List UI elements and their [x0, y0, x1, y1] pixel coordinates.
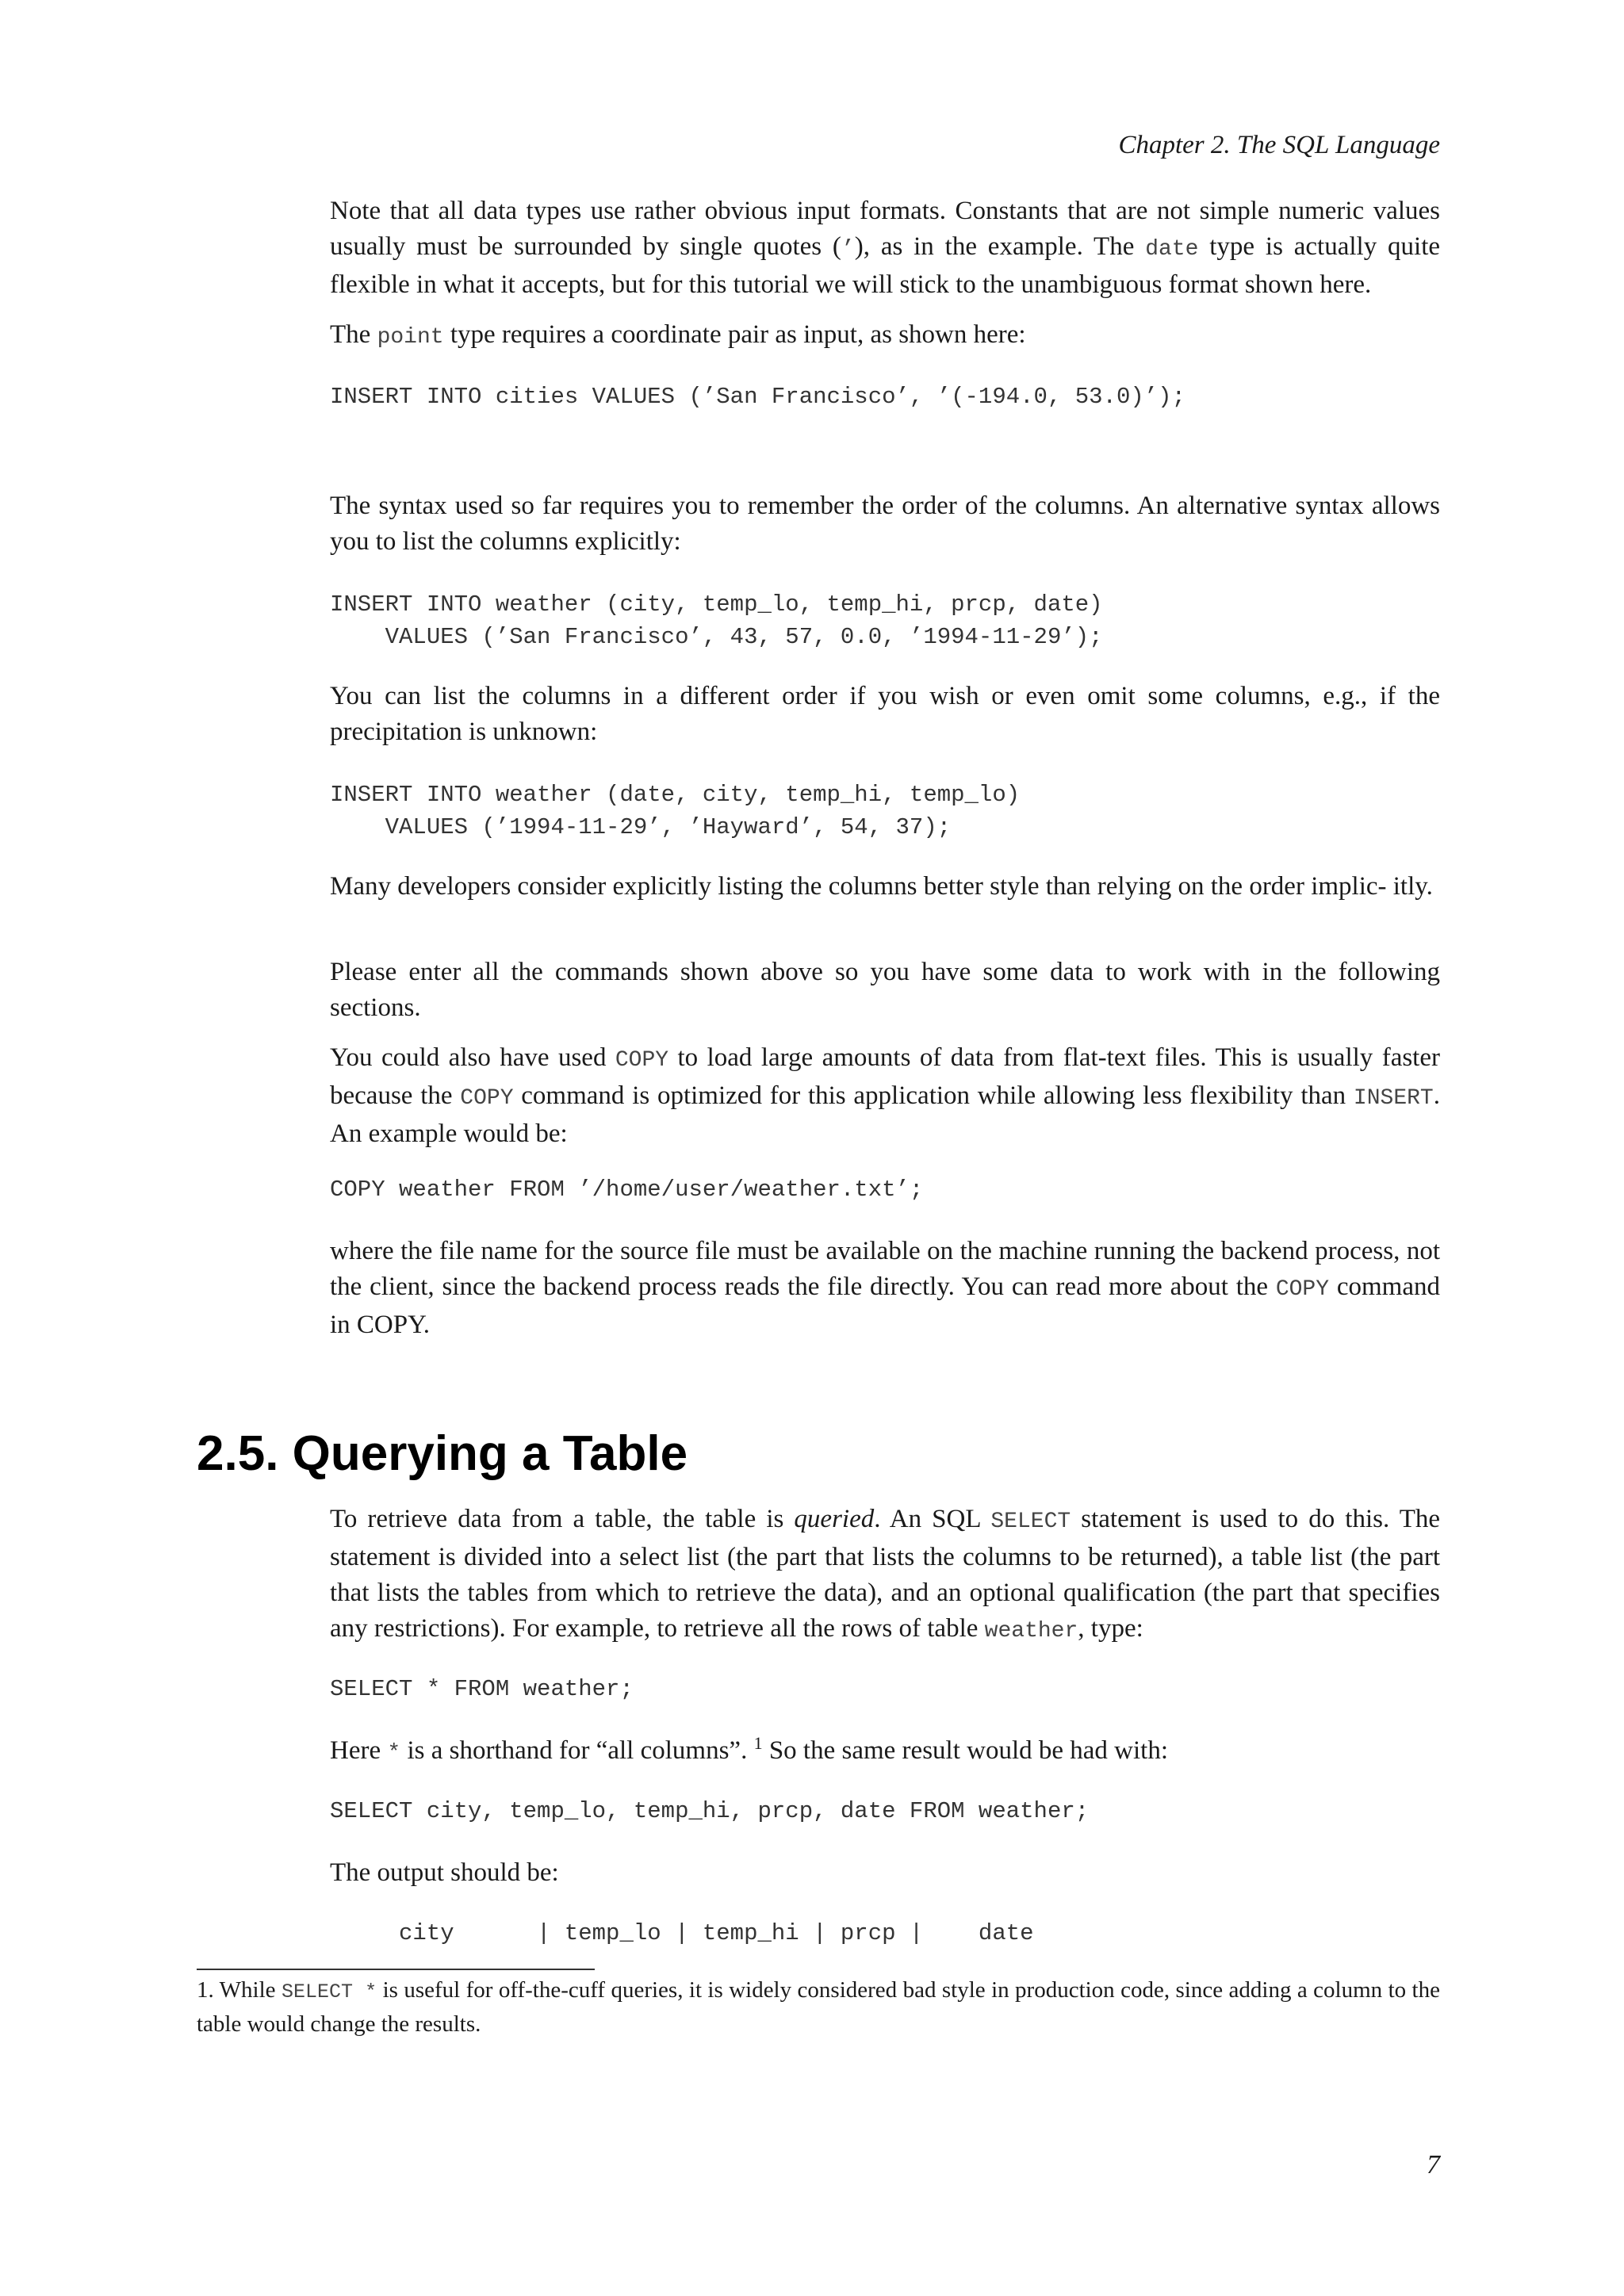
paragraph-syntax-order [330, 488, 1440, 560]
text: statement is used to do this. The statement is divided into a select list (the part that lists the columns to be returned), a table list (the part that lists the tables from which to retrieve the data), and an optional qualification (the part that specifies any restrictions). For example, to retrieve all the rows of table [330, 1505, 1440, 1643]
footnote-number: 1. [197, 1977, 214, 2003]
text: The [330, 320, 377, 349]
inline-code-date: date [1145, 237, 1199, 262]
text: . An example would be: [330, 1081, 1440, 1148]
text: Many developers consider explicitly listing the columns better style than relying on the order implic- itly. [330, 872, 1433, 901]
page-number: 7 [1427, 2150, 1440, 2179]
text: ), as in the example. The [854, 232, 1146, 261]
text: where the file name for the source file must be available on the machine running the backend process, not the client, since the backend process reads the file directly. You can read more about the [330, 1237, 1440, 1301]
text: You could also have used [330, 1043, 615, 1072]
text: The output should be: [330, 1858, 559, 1887]
text: command is optimized for this application while allowing less flexibility than [513, 1081, 1354, 1110]
text: You can list the columns in a different order if you wish or even omit some columns, e.g., if the precipitation is unknown: [330, 682, 1440, 746]
paragraph-enter-commands [330, 955, 1440, 1026]
text: The syntax used so far requires you to remember the order of the columns. An alternative syntax allows you to list the columns explicitly: [330, 492, 1440, 556]
inline-code-select: SELECT [990, 1510, 1071, 1534]
text: is a shorthand for “all columns”. [400, 1736, 754, 1765]
footnote-rule [197, 1969, 595, 1970]
code-text: COPY weather FROM ’/home/user/weather.txt’; [330, 1177, 924, 1203]
inline-code-copy: COPY [615, 1048, 669, 1073]
code-block-insert-weather-explicit [330, 588, 1440, 653]
footnote [197, 1974, 1440, 2040]
text: type is actually quite flexible in what it accepts, but for this tutorial we will stick to the unambiguous format shown here. [330, 232, 1441, 299]
text: command in COPY. [330, 1272, 1440, 1339]
text: , type: [1078, 1614, 1143, 1643]
code-text: INSERT INTO weather (city, temp_lo, temp_hi, prcp, date) VALUES (’San Francisco’, 43, 57, 0.0, ’1994-11-29’); [330, 591, 1103, 650]
code-block-select-star [330, 1673, 1440, 1705]
paragraph-column-order [330, 679, 1440, 750]
inline-code-star: * [387, 1741, 401, 1766]
text: Please enter all the commands shown above so you have some data to work with in the following sections. [330, 958, 1440, 1022]
text: While [213, 1977, 282, 2003]
text: is useful for off-the-cuff queries, it is widely considered bad style in production code, since adding a column to the table would change the results. [197, 1977, 1440, 2037]
inline-code: ’ [841, 237, 855, 262]
inline-code-point: point [377, 325, 444, 350]
inline-code-select-star: SELECT * [281, 1980, 377, 2003]
paragraph-style-note [330, 869, 1440, 905]
paragraph-input-formats [330, 193, 1440, 303]
text: . An SQL [874, 1505, 991, 1533]
text: Here [330, 1736, 388, 1765]
running-head: Chapter 2. The SQL Language [1118, 131, 1440, 159]
paragraph-querying-intro [330, 1502, 1440, 1649]
code-block-insert-cities [330, 381, 1440, 413]
inline-code-copy: COPY [1275, 1277, 1330, 1302]
paragraph-shorthand [330, 1733, 1440, 1771]
paragraph-copy-filename [330, 1234, 1440, 1343]
code-block-copy-weather [330, 1173, 1440, 1206]
paragraph-output-intro [330, 1855, 1440, 1891]
section-heading: 2.5. Querying a Table [197, 1426, 688, 1481]
paragraph-copy-command [330, 1040, 1440, 1152]
paragraph-point-type [330, 317, 1440, 355]
emphasis-queried: queried [794, 1505, 875, 1533]
text: To retrieve data from a table, the table is [330, 1505, 795, 1533]
inline-code-copy: COPY [460, 1086, 514, 1111]
text: to load large amounts of data from flat-text files. This is usually faster because the [330, 1043, 1440, 1110]
code-text: INSERT INTO cities VALUES (’San Francisco’, ’(-194.0, 53.0)’); [330, 384, 1185, 410]
inline-code-insert: INSERT [1353, 1086, 1434, 1111]
text: Note that all data types use rather obvious input formats. Constants that are not simple numeric values usually must be surrounded by single quotes ( [330, 197, 1440, 261]
code-text: INSERT INTO weather (date, city, temp_hi, temp_lo) VALUES (’1994-11-29’, ’Hayward’, 54, 37); [330, 782, 1021, 840]
code-block-select-columns [330, 1795, 1440, 1827]
code-text: SELECT city, temp_lo, temp_hi, prcp, date FROM weather; [330, 1798, 1090, 1824]
code-text: SELECT * FROM weather; [330, 1676, 634, 1702]
inline-code-weather: weather [984, 1619, 1078, 1644]
code-block-insert-weather-partial [330, 779, 1440, 844]
text: type requires a coordinate pair as input, as shown here: [443, 320, 1026, 349]
footnote-ref[interactable]: 1 [753, 1733, 763, 1753]
code-block-output-header [330, 1917, 1440, 1950]
text: So the same result would be had with: [762, 1736, 1168, 1765]
code-text: city | temp_lo | temp_hi | prcp | date [330, 1920, 1034, 1946]
